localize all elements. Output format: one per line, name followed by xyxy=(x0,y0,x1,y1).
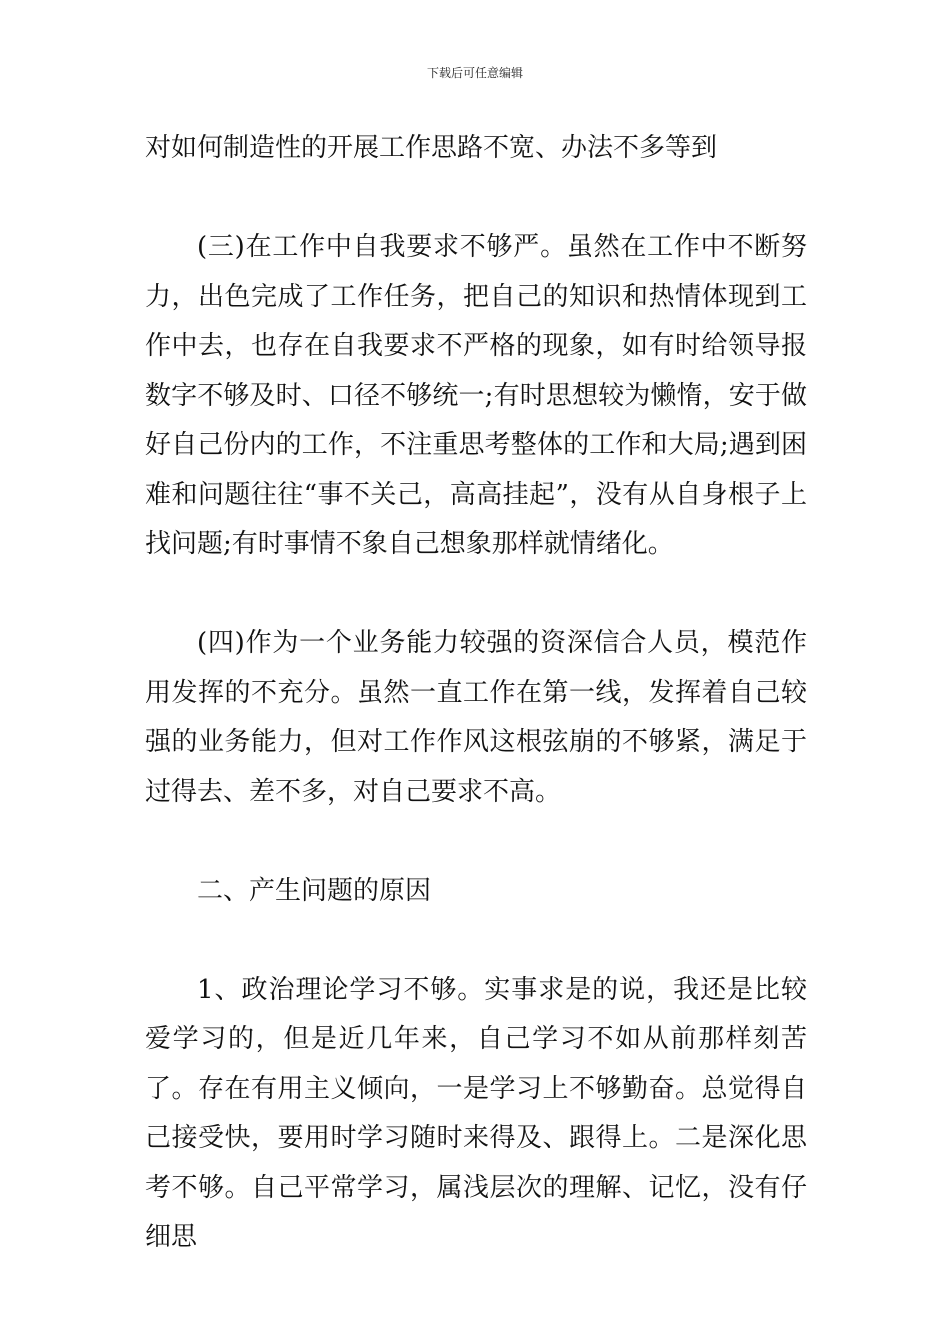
paragraph-gap xyxy=(145,570,807,620)
section-heading-causes: 二、产生问题的原因 xyxy=(197,875,432,906)
paragraph-continuation: 对如何制造性的开展工作思路不宽、办法不多等到 xyxy=(145,133,718,163)
document-body xyxy=(145,124,807,1263)
paragraph-section-three: (三)在工作中自我要求不够严。虽然在工作中不断努力，出色完成了工作任务，把自己的知识和热情体现到工作中去，也存在自我要求不严格的现象，如有时给领导报数字不够及时、口径不够统一;有时思想较为懒惰，安于做好自己份内的工作，不注重思考整体的工作和大局;遇到困难和问题往往“事不关己，高高挂起”，没有从自身根子上找问题;有时事情不象自己想象那样就情绪化。 xyxy=(145,232,807,559)
paragraph-gap xyxy=(145,916,807,966)
page-header: 下载后可任意编辑 xyxy=(426,66,523,80)
paragraph-gap xyxy=(145,174,807,224)
paragraph-gap xyxy=(145,817,807,867)
paragraph-section-four: (四)作为一个业务能力较强的资深信合人员，模范作用发挥的不充分。虽然一直工作在第一线，发挥着自己较强的业务能力，但对工作作风这根弦崩的不够紧，满足于过得去、差不多，对自己要求不高。 xyxy=(145,628,807,807)
paragraph-cause-one: 1、政治理论学习不够。实事求是的说，我还是比较爱学习的，但是近几年来，自己学习不如从前那样刻苦了。存在有用主义倾向，一是学习上不够勤奋。总觉得自己接受快，要用时学习随时来得及、跟得上。二是深化思考不够。自己平常学习，属浅层次的理解、记忆，没有仔细思 xyxy=(145,974,807,1252)
